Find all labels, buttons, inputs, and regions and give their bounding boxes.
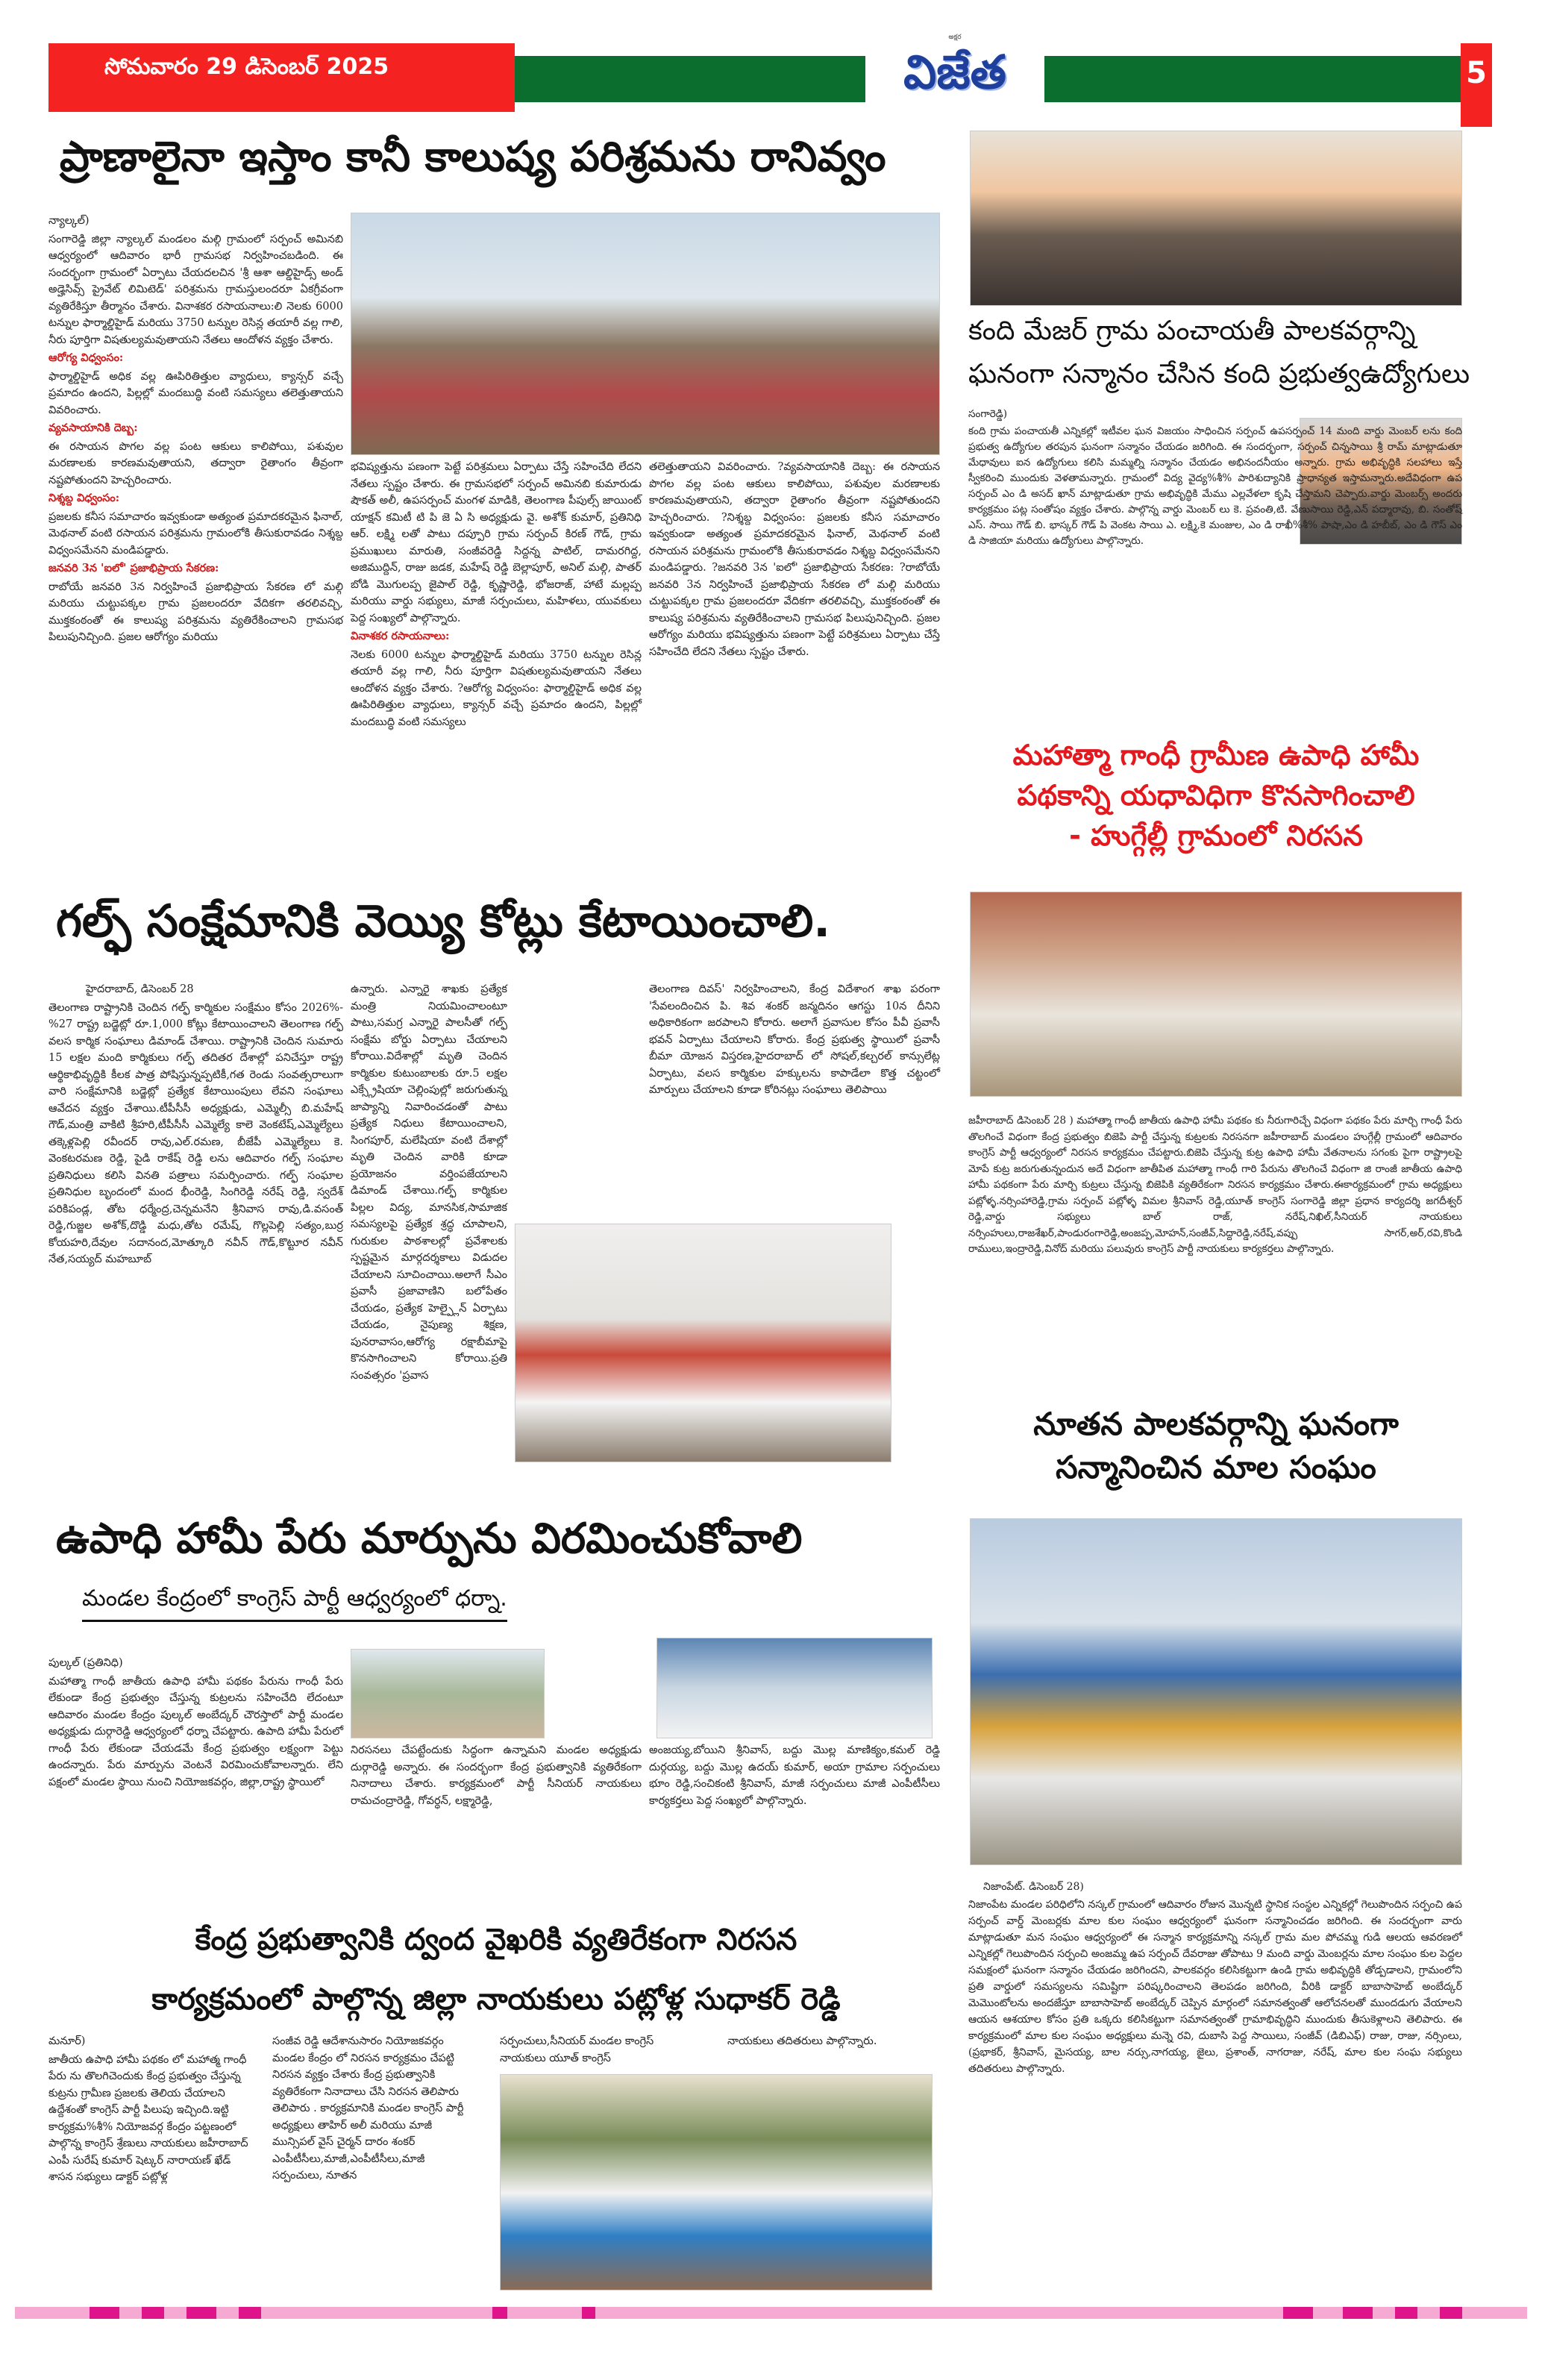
article-manoor-col2 <box>272 2033 474 2186</box>
paragraph: నిరసనలు చేపట్టేందుకు సిద్ధంగా ఉన్నామని మండల అధ్యక్షుడు దుర్గారెడ్డి అన్నారు. ఈ సందర్భంగా కేంద్ర ప్రభుత్వానికి వ్యతిరేకంగా నినాదాలు చేశారు. కార్యక్రమంలో పార్టీ సీనియర్ నాయకులు రామచంద్రారెడ్డి, గోవర్ధన్, లక్ష్మారెడ్డి, <box>351 1744 642 1807</box>
masthead-bar-right <box>1044 56 1461 102</box>
page-number: 5 <box>1461 43 1492 127</box>
paragraph: తెలంగాణ రాష్ట్రానికి చెందిన గల్ఫ్ కార్మికుల సంక్షేమం కోసం 2026%-%27 రాష్ట్ర బడ్జెట్లో రూ.1,000 కోట్లు కేటాయించాలని తెలంగాణ గల్ఫ్ వలస కార్మిక సంఘాలు డిమాండ్ చేశాయి. రాష్ట్రానికి చెందిన సుమారు 15 లక్షల మంది కార్మికులు గల్ఫ్ తదితర దేశాల్లో పనిచేస్తూ రాష్ట్ర ఆర్థికాభివృద్ధికి కీలక పాత్ర పోషిస్తున్నప్పటికీ,గత రెండు సంవత్సరాలుగా వారి సంక్షేమానికి బడ్జెట్లో ప్రత్యేక కేటాయింపులు లేవని సంఘాలు ఆవేదన వ్యక్తం చేశాయి.టీపీసీసీ అధ్యక్షుడు, ఎమ్మెల్సీ బి.మహేష్ గౌడ్,మంత్రి వాకిటి శ్రీహరి,టీపీసీసీ ఎమ్మెల్యే కాలె వెంకటేష్,ఎమ్మెల్యేలు తక్కెళ్లపెల్లి రవీందర్ రావు,ఎల్.రమణ, బీజేపీ ఎమ్మెల్యేలు కె. వెంకటరమణ రెడ్డి, పైడి రాకేష్ రెడ్డి లను ఆదివారం గల్ఫ్ సంఘాల ప్రతినిధులు కలిసి వినతి పత్రాలు సమర్పించారు. గల్ఫ్ సంఘాల ప్రతినిధుల బృందంలో మంద భీంరెడ్డి, సింగిరెడ్డి నరేష్ రెడ్డి, స్వదేశ్ పరికిపండ్ల, తోట ధర్మేంద్ర,చెన్నమనేని శ్రీనివాస రావు,డి.వసంత్ రెడ్డి,గుజ్జల అశోక్,దొడ్డి మధు,తోట రమేష్, గొల్లపెల్లి సత్యం,బుర్ర కోయహరి,దేవుల సదానంద,మోత్కూరి నవీన్ గౌడ్,కొట్టూర నవీన్ నేత,సయ్యద్ మహబూబ్ <box>48 1001 343 1265</box>
logo-text: విజేత <box>903 45 1006 99</box>
paragraph: భవిష్యత్తును పణంగా పెట్టే పరిశ్రమలు ఏర్పాటు చేస్తే సహించేది లేదని నేతలు స్పష్టం చేశారు. ఈ గ్రామసభలో సర్పంచ్ అమినబి కుమారుడు షౌకత్ అలీ, ఉపసర్పంచ్ మంగళ మాడికి, తెలంగాణ పీపుల్స్ జాయింట్ యాక్షన్ కమిటీ టి పి జె ఏ సి అధ్యక్షుడు వై. అశోక్ కుమార్, ప్రతినిధి ఆర్. లక్ష్మి లతో పాటు దప్పూరి గ్రామ సర్పంచ్ కిరణ్ గౌడ్, గ్రామ ప్రముఖులు మారుతి, సంజీవరెడ్డి సిద్దన్న పాటిల్, దామరగిద్ద, అజిముద్దిన్, రాజు జడక, మహేష్ రెడ్డి బెల్లాపూర్, అనిల్ మల్గి, పాతర్ బోడి మొగులప్ప జైపాల్ రెడ్డి, కృష్ణారెడ్డి, భోజరాజ్, హాటే మల్లప్ప మరియు వార్డు సభ్యులు, మాజీ సర్పంచులు, మహిళలు, యువకులు పెద్ద సంఖ్యలో పాల్గొన్నారు. <box>351 461 642 624</box>
article-pulkal-col3 <box>649 1742 940 1811</box>
paragraph: జహీరాబాద్ డిసెంబర్ 28 ) మహాత్మా గాంధీ జాతీయ ఉపాధి హామీ పథకం కు నీరుగారిచ్చే విధంగా పథకం పేరు మార్చి గాంధీ పేరు తొలగించే విధంగా కేంద్ర ప్రభుత్వం బిజెపి పార్టీ చేస్తున్న కుట్రలకు నిరసనగా జహీరాబాద్ మండలం హుగ్గేల్లీ గ్రామంలో ఆదివారం కాంగ్రెస్ పార్టీ ఆధ్వర్యంలో నిరసన కార్యక్రమం చేపట్టారు.బిజెపి చేస్తున్న కుట్ర ఉపాధి హామీ వేతనాలను సగంకు పైగా రాష్ట్రాలపై మోపే కుట్ర జరుగుతున్నందున అదే విధంగా జాతీపిత మహాత్మా గాంధీ గారి పేరును తొలగించే విధంగా జి రాంజీ జాతీయ ఉపాధి హామీ పథకంగా పేరు మార్చి కుట్రలు చేస్తున్న బిజెపికి వ్యతిరేకంగా నిరసన కార్యక్రమం చేశారు.ఈకార్యక్రమంలో గ్రామ అధ్యక్షులు పట్లోళ్ళ.నర్సింహారెడ్డి,గ్రామ సర్పంచ్ పట్లోళ్ళ విమల శ్రీనివాస్ రెడ్డి,యూత్ కాంగ్రెస్ సంగారెడ్డి జిల్లా ప్రధాన కార్యదర్శి జగదీశ్వర్ రెడ్డి,వార్డు సభ్యులు బాల్ రాజ్, నరేష్,నిఖిల్,సీనియర్ నాయకులు నర్సింహులు,రాజశేఖర్,పాండురంగారెడ్డి,అంజప్ప,మోహన్,సంజీవ్,సిద్దారెడ్డి,నరేష్,వప్పు సాగర్,అర్,రవి,కొండి రాములు,ఇంద్రారెడ్డి,వినోద్ మరియు పలువురు కాంగ్రెస్ పార్టీ నాయకులు కార్యకర్తలు పాల్గొన్నారు. <box>968 1115 1462 1255</box>
subheading: ఆరోగ్య విధ్వంసం: <box>48 351 124 364</box>
paragraph: సర్పంచులు,సీనియర్ మండల కాంగ్రెస్ నాయకులు యూత్ కాంగ్రెస్ <box>500 2035 654 2064</box>
paragraph: ఫార్మాల్డిహైడ్ అధిక వల్ల ఊపిరితిత్తుల వ్యాధులు, క్యాన్సర్ వచ్చే ప్రమాదం ఉందని, పిల్లల్లో మందబుద్ధి వంటి సమస్యలు తలెత్తుతాయని వివరించారు. <box>48 370 343 416</box>
subheading: వినాశకర రసాయనాలు: <box>351 630 450 642</box>
paragraph: తెలంగాణ దివస్' నిర్వహించాలని, కేంద్ర విదేశాంగ శాఖ పరంగా 'సేవలందించిన పి. శివ శంకర్ జన్మదినం ఆగస్టు 10న దీనిని అధికారికంగా జరపాలని కోరారు. అలాగే ప్రవాసుల కోసం పీవీ ప్రవాసీ భవన్ ఏర్పాటు చేయాలని కోరారు. కేంద్ర ప్రభుత్వ స్థాయిలో ప్రవాసీ బీమా యోజన విస్తరణ,హైదరాబాద్ లో సోషల్,కల్చరల్ కాన్సులేట్ల ఏర్పాటు, వలస కార్మికుల హక్కులను కాపాడేలా కొత్త చట్టంలో మార్పులు చేయాలని కూడా కోరినట్లు సంఘాలు తెలిపాయి <box>649 983 940 1096</box>
dateline: న్యాల్కల్) <box>48 215 90 227</box>
dateline: హైదరాబాద్, డిసెంబర్ 28 <box>86 983 194 995</box>
article-kandi <box>968 407 1462 551</box>
article-pulkal-col1 <box>48 1655 343 1792</box>
paragraph: సంగారెడ్డి జిల్లా న్యాల్కల్ మండలం మల్గి గ్రామంలో సర్పంచ్ అమినబి ఆధ్వర్యంలో ఆదివారం భారీ గ్రామసభ నిర్వహించబడింది. ఈ సందర్భంగా గ్రామంలో ఏర్పాటు చేయదలచిన 'శ్రీ ఆశా ఆల్డిహైడ్స్ అండ్ అడ్హెసివ్స్ ప్రైవేట్ లిమిటెడ్' పరిశ్రమను గ్రామస్తులందరూ ఏకగ్రీవంగా వ్యతిరేకిస్తూ తీర్మానం చేశారు. వినాశకర రసాయనాలు:లి నెలకు 6000 టన్నుల ఫార్మాల్డిహైడ్ మరియు 3750 టన్నుల రెసిన్ల తయారీ వల్ల గాలి, నీరు పూర్తిగా విషతుల్యమవుతాయని నేతలు ఆందోళన వ్యక్తం చేశారు. <box>48 233 343 346</box>
paragraph: అంజయ్య,బోయిని శ్రీనివాస్, బద్దు మొల్ల మాణిక్యం,కమల్ రెడ్డి దుర్గయ్య, బద్దు మొల్ల ఉదయ్ కుమార్, అయా గ్రామాల సర్పంచులు భూం రెడ్డి,సంచికంటి శ్రీనివాస్, మాజీ సర్పంచులు మాజీ ఎంపీటీసీలు కార్యకర్తలు పెద్ద సంఖ్యలో పాల్గొన్నారు. <box>649 1744 940 1807</box>
paragraph: జాతీయ ఉపాధి హామీ పథకం లో మహాత్మ గాంధీ పేరు ను తొలగిచెందుకు కేంద్ర ప్రభుత్వం చేస్తున్న కుట్రను గ్రామీణ ప్రజలకు తెలియ చేయాలని ఉద్దేశంతో కాంగ్రెస్ పార్టీ పిలుపు ఇచ్చింది.ఇట్టి కార్యక్రమ%శీ% నియోజవర్గ కేంద్రం పట్టణంలో పాల్గొన్న కాంగ్రెస్ శ్రేణులు నాయకులు జహీరాబాద్ ఎంపీ సురేష్ కుమార్ షెట్కర్ నారాయణ్ ఖేడ్ శాసన సభ్యులు డాక్టర్ పట్లోళ్ల <box>48 2053 248 2183</box>
paragraph: తలెత్తుతాయని వివరించారు. ?వ్యవసాయానికి దెబ్బ: ఈ రసాయన పొగల వల్ల పంట ఆకులు కాలిపోయి, పశువుల మరణాలకు కారణమవుతాయని, తద్వారా రైతాంగం తీవ్రంగా నష్టపోతుందని హెచ్చరించారు. ?నిశ్శబ్ద విధ్వంసం: ప్రజలకు కనీస సమాచారం ఇవ్వకుండా అత్యంత ప్రమాదకరమైన ఫినాల్, మెథనాల్ వంటి రసాయన పరిశ్రమను గ్రామంలోకి తీసుకురావడం నిశ్శబ్ద విధ్వంసమేనని మండిపడ్డారు. ?జనవరి 3న 'ఐలో' ప్రజాభిప్రాయ సేకరణ: ?రాబోయే జనవరి 3న నిర్వహించే ప్రజాభిప్రాయ సేకరణ లో మల్గి మరియు చుట్టుపక్కల గ్రామ ప్రజలందరూ వేదికగా తరలివచ్చి, ముక్తకంఠంతో ఈ కాలుష్య పరిశ్రమను వ్యతిరేకించాలని గ్రామసభ పిలుపునిచ్చింది. ప్రజల ఆరోగ్యం మరియు భవిష్యత్తును పణంగా పెట్టే పరిశ్రమలు ఏర్పాటు చేస్తే సహించేది లేదని నేతలు స్పష్టం చేశారు. <box>649 461 940 658</box>
headline-pulkal: ఉపాధి హామీ పేరు మార్పును విరమించుకోవాలి <box>56 1515 803 1563</box>
headline-line: పథకాన్ని యధావిధిగా కొనసాగించాలి <box>1017 779 1415 812</box>
paragraph: ఈ రసాయన పొగల వల్ల పంట ఆకులు కాలిపోయి, పశువుల మరణాలకు కారణమవుతాయని, తద్వారా రైతాంగం తీవ్రంగా నష్టపోతుందని హెచ్చరించారు. <box>48 440 343 486</box>
photo-temple-felicitation <box>970 1518 1462 1865</box>
photo-pulkal-dharna <box>351 1649 545 1738</box>
article-mala-sangham <box>968 1879 1462 2079</box>
paragraph: నాయకులు తదితరులు పాల్గొన్నారు. <box>727 2035 877 2047</box>
headline-line: కేంద్ర ప్రభుత్వానికి ద్వంద వైఖరికి వ్యతిరేకంగా నిరసన <box>195 1923 797 1957</box>
photo-gulf-delegation <box>515 1224 891 1462</box>
masthead-bar-left <box>515 56 865 102</box>
paragraph: కంది గ్రామ పంచాయతీ ఎన్నికల్లో ఇటీవల ఘన విజయం సాధించిన సర్పంచ్ ఉపసర్పంచ్ 14 మంది వార్డు మెంబర్ లను కంది ప్రభుత్వ ఉద్యోగుల తరపున ఘనంగా సన్మానం చేయడం జరిగింది. ఈ సందర్భంగా, సర్పంచ్ చిన్నసాయి శ్రీ రామ్ మాట్లాడుతూ మేధావులు ఐన ఉద్యోగులు కలిసి మమ్మల్ని సన్మానం చేయడం అభినందనీయం అన్నారు. గ్రామ అభివృద్ధికి సలహాలు ఇస్తే స్వీకరించి ముందుకు వెళతామన్నారు. గ్రామంలో విద్య వైద్య%శీ% పారిశుద్యానికి ప్రాధాన్యత ఇస్తామన్నారు.అదేవిధంగా ఉప సర్పంచ్ ఎం డి అసద్ ఖాన్ మాట్లాడుతూ గ్రామ అభివృద్ధికి మేము ఎల్లవేళలా కృషి చేస్తామని చెప్పారు.వార్డు మెంబర్స్ అందరు కార్యక్రమం పట్ల సంతోషం వ్యక్తం చేశారు. పాల్గొన్న వార్డు మెంబర్ లు కె. ప్రవంతి,టి. వేణుసాయి రెడ్డి,ఎన్ పద్మారావు, బి. సంతోష్ ఎస్. సాయి గౌడ్ బి. భాస్కర్ గౌడ్ పి వెంకట సాయి ఎ. లక్ష్మి,కె మంజుల, ఎం డి రాఖీ%శీ% పాషా,ఎం డి హబీబ్, ఎం డి గౌస్ ఎం డి సాజియా మరియు ఉద్యోగులు పాల్గొన్నారు. <box>968 425 1462 547</box>
photo-kandi-felicitation <box>970 131 1462 306</box>
article-pollution-col3 <box>649 459 940 662</box>
article-pollution-col1 <box>48 213 343 648</box>
photo-village-meeting <box>351 213 940 455</box>
logo-tagline: అక్షర <box>948 34 962 41</box>
article-manoor-col1 <box>48 2033 250 2188</box>
headline-line: నూతన పాలకవర్గాన్ని ఘనంగా <box>1033 1406 1399 1442</box>
subheadline-pulkal: మండల కేంద్రంలో కాంగ్రెస్ పార్టీ ఆధ్వర్యంలో ధర్నా. <box>82 1585 507 1622</box>
dateline: పుల్కల్ (ప్రతినిధి) <box>48 1657 123 1669</box>
subheading: నిశ్శబ్ద విధ్వంసం: <box>48 492 120 504</box>
paragraph: మహాత్మా గాంధీ జాతీయ ఉపాధి హామీ పథకం పేరును గాంధీ పేరు లేకుండా కేంద్ర ప్రభుత్వం చేస్తున్న కుట్రలను సహించేది లేదంటూ ఆదివారం మండల కేంద్రం పుల్కల్ అంబేద్కర్ చౌరస్తాలో పార్టీ మండల అధ్యక్షుడు దుర్గారెడ్డి ఆధ్వర్యంలో ధర్నా చేపట్టారు. ఉపాది హామీ పేరులో గాంధీ పేరు లేకుండా చేయడమే కేంద్ర ప్రభుత్వం లక్ష్యంగా పెట్టు ఉందన్నారు. పేరు మార్పును వెంటనే విరమించుకోవాలన్నారు. లేని పక్షంలో మండల స్థాయి నుంచి నియోజకవర్గం, జిల్లా,రాష్ట్ర స్థాయిలో <box>48 1675 343 1788</box>
headline-manoor <box>48 1910 944 2029</box>
decorative-footer-strip <box>15 2307 1527 2319</box>
article-manoor-col3 <box>500 2033 701 2068</box>
headline-mala-sangham <box>962 1403 1470 1489</box>
headline-line: కంది మేజర్ గ్రామ పంచాయతీ పాలకవర్గాన్ని <box>968 316 1416 346</box>
headline-line: సన్మానించిన మాల సంఘం <box>1056 1449 1376 1485</box>
subheading: జనవరి 3న 'ఐలో' ప్రజాభిప్రాయ సేకరణ: <box>48 562 219 574</box>
headline-gulf: గల్ఫ్ సంక్షేమానికి వెయ్యి కోట్లు కేటాయించాలి. <box>56 895 831 948</box>
photo-manoor-protest <box>500 2074 933 2290</box>
article-pulkal-col2 <box>351 1742 642 1811</box>
dateline: మనూర్) <box>48 2035 86 2047</box>
headline-line: మహాత్మా గాంధీ గ్రామీణ ఉపాధి హామీ <box>1012 739 1420 771</box>
headline-line: ఘనంగా సన్మానం చేసిన కంది ప్రభుత్వఉద్యోగులు <box>968 359 1470 389</box>
headline-pollution: ప్రాణాలైనా ఇస్తాం కానీ కాలుష్య పరిశ్రమను రానివ్వం <box>60 133 886 181</box>
headline-kandi <box>968 310 1470 396</box>
headline-line: - హుగ్గేల్లీ గ్రామంలో నిరసన <box>1069 819 1363 852</box>
article-gulf-col3 <box>649 981 940 1100</box>
article-gulf-col1 <box>48 981 343 1270</box>
photo-hugelli-protest <box>970 892 1462 1097</box>
dateline: సంగారెడ్డి) <box>968 408 1008 420</box>
paragraph: ప్రజలకు కనీస సమాచారం ఇవ్వకుండా అత్యంత ప్రమాదకరమైన ఫినాల్, మెథనాల్ వంటి రసాయన పరిశ్రమను గ్రామంలోకి తీసుకురావడం నిశ్శబ్ద విధ్వంసమేనని మండిపడ్డారు. <box>48 510 343 557</box>
photo-pulkal-leader <box>656 1638 933 1738</box>
paragraph: ఉన్నారు. ఎన్నారై శాఖకు ప్రత్యేక మంత్రి నియమించాలంటూ పాటు,సమగ్ర ఎన్నారై పాలసీతో గల్ఫ్ సంక్షేమ బోర్డు ఏర్పాటు చేయాలని కోరాయి.విదేశాల్లో మృతి చెందిన కార్మికుల కుటుంబాలకు రూ.5 లక్షల ఎక్స్గ్రేషియా చెల్లింపుల్లో జరుగుతున్న జాప్యాన్ని నివారించడంతో పాటు ప్రత్యేక నిధులు కేటాయించాలని, సింగపూర్, మలేషియా వంటి దేశాల్లో మృతి చెందిన వారికి కూడా ప్రయోజనం వర్తింపజేయాలని డిమాండ్ చేశాయి.గల్ఫ్ కార్మికుల పిల్లల విద్య, మానసిక,సామాజిక సమస్యలపై ప్రత్యేక శ్రద్ధ చూపాలని, గురుకుల పాఠశాలల్లో ప్రవేశాలకు స్పష్టమైన మార్గదర్శకాలు విడుదల చేయాలని సూచించాయి.అలాగే సీఎం ప్రవాసీ ప్రజావాణిని బలోపేతం చేయడం, ప్రత్యేక హెల్ప్లైన్ ఏర్పాటు చేయడం, నైపుణ్య శిక్షణ, పునరావాసం,ఆరోగ్య రక్షాబీమాపై కొనసాగించాలని కోరాయి.ప్రతి సంవత్సరం 'ప్రవాస <box>351 983 507 1382</box>
headline-line: కార్యక్రమంలో పాల్గొన్న జిల్లా నాయకులు పట్లోళ్ల సుధాకర్ రెడ్డి <box>151 1982 841 2017</box>
dateline: నిజాంపేట్. డిసెంబర్ 28) <box>983 1881 1084 1893</box>
article-manoor-col4 <box>727 2033 929 2052</box>
article-mgnrega-hugelli <box>968 1113 1462 1259</box>
paragraph: నిజాంపేట మండల పరిధిలోని నస్కల్ గ్రామంలో ఆదివారం రోజున మొన్నటి స్థానిక సంస్థల ఎన్నికల్లో గెలుపొందిన సర్పంచి ఉప సర్పంచ్ వార్డ్ మెంబర్లకు మాల కుల సంఘం ఆధ్వర్యంలో ఘనంగా సన్మానించడం జరిగింది. ఈ సందర్భంగా వారు మాట్లాడుతూ మన సంఘం ఆధ్వర్యంలో ఈ సన్మాన కార్యక్రమాన్ని నస్కల్ గ్రామ మల పోచమ్మ గుడి ఆలయ ఆవరణలో ఎన్నికల్లో గెలుపొందిన సర్పంచి అంజమ్మ ఉప సర్పంచ్ దేవరాజు తోపాటు 9 మంది వార్డు మెంబర్లను మాల సంఘం కుల పెద్దల సమక్షంలో ఘనంగా సన్మానం చేయడం జరిగిందని, పాలకవర్గం కలిసికట్టుగా ఉండి గ్రామ అభివృద్ధికి తోడ్పడాలని, గ్రామంలోని ప్రతి వార్డులో సమస్యలను సమిష్టిగా పరిష్కరించాలని తెలపడం జరిగింది, వీరికి డాక్టర్ బాబాసాహెబ్ అంబేద్కర్ మెమొంటోలను అందజేస్తూ బాబాసాహెబ్ అంబేద్కర్ చెప్పిన మార్గంలో సమానత్వంతో ఆలోచనలతో ముందడుగు వేయాలని ఆయన ఆశయాల కోసం ప్రతి ఒక్కరు కలిసికట్టుగా సమానత్వంతో గ్రామాభివృద్ధిని ముందుకు తీసుకెళ్లాలని తెలిపారు. ఈ కార్యక్రమంలో మాల కుల సంఘం అధ్యక్షులు మన్నె రవి, దుబాసి పెద్ద సాయిలు, సంజీవ్ (డిబిఎఫ్) రాజు, రాజు, నర్సింలు, (ప్రభాకర్, శ్రీనివాస్, మైసయ్య, బాల నర్సు,నాగయ్య, జైలు, ప్రశాంత్, నాగరాజు, నరేష్, మాల కుల సంఘ సభ్యులు తదితరులు పాల్గొన్నారు. <box>968 1899 1462 2075</box>
paragraph: నెలకు 6000 టన్నుల ఫార్మాల్డిహైడ్ మరియు 3750 టన్నుల రెసిన్ల తయారీ వల్ల గాలి, నీరు పూర్తిగా విషతుల్యమవుతాయని నేతలు ఆందోళన వ్యక్తం చేశారు. ?ఆరోగ్య విధ్వంసం: ఫార్మాల్డిహైడ్ అధిక వల్ల ఊపిరితిత్తుల వ్యాధులు, క్యాన్సర్ వచ్చే ప్రమాదం ఉందని, పిల్లల్లో మందబుద్ధి వంటి సమస్యలు <box>351 648 642 728</box>
paragraph: రాబోయే జనవరి 3న నిర్వహించే ప్రజాభిప్రాయ సేకరణ లో మల్గి మరియు చుట్టుపక్కల గ్రామ ప్రజలందరూ వేదికగా తరలివచ్చి, ముక్తకంఠంతో ఈ కాలుష్య పరిశ్రమను వ్యతిరేకించాలని గ్రామసభ పిలుపునిచ్చింది. ప్రజల ఆరోగ్యం మరియు <box>48 580 343 643</box>
newspaper-logo <box>865 34 1044 116</box>
article-pollution-col2 <box>351 459 642 732</box>
paragraph: సంజీవ రెడ్డి ఆదేశానుసారం నియోజకవర్గం మండల కేంద్రం లో నిరసన కార్యక్రమం చేపట్టి నిరసన వ్యక్తం చేశారు కేంద్ర ప్రభుత్వానికి వ్యతిరేకంగా నినాదాలు చేసి నిరసన తెలిపారు తెలిపారు . కార్యక్రమానికి మండల కాంగ్రెస్ పార్టీ అధ్యక్షులు తాహిర్ అలీ మరియు మాజీ మున్సిపల్ వైస్ చైర్మన్ దారం శంకర్ ఎంపీటీసీలు,మాజీ,ఎంపీటీసీలు,మాజీ సర్పంచులు, నూతన <box>272 2035 464 2182</box>
article-gulf-col2 <box>351 981 507 1385</box>
headline-mgnrega-hugelli <box>962 735 1470 856</box>
issue-date: సోమవారం 29 డిసెంబర్ 2025 <box>104 54 389 80</box>
subheading: వ్యవసాయానికి దెబ్బ: <box>48 422 138 434</box>
